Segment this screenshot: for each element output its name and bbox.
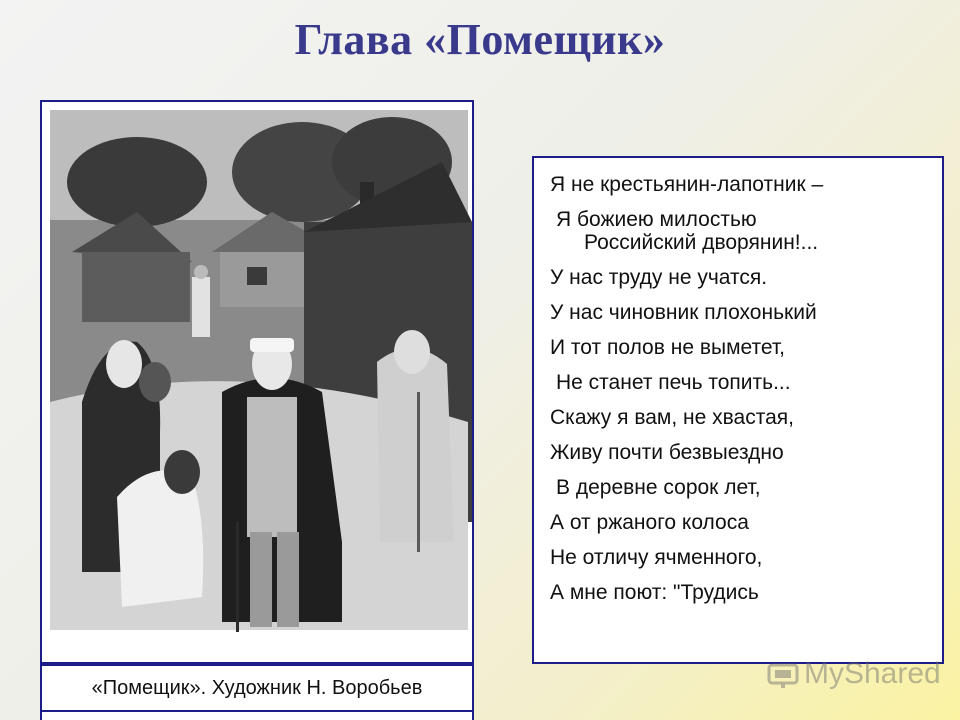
poem-line: Российский дворянин!... <box>584 231 819 254</box>
poem-line: У нас труду не учатся. <box>550 266 768 289</box>
poem-line: У нас чиновник плохонький <box>550 301 817 324</box>
poem-line: А мне поют: "Трудись <box>550 581 759 604</box>
poem-line: Скажу я вам, не хвастая, <box>550 406 795 429</box>
poem-line: Я не крестьянин-лапотник – <box>550 173 824 196</box>
illustration-image <box>40 100 474 664</box>
poem-line: И тот полов не выметет, <box>550 336 785 359</box>
poem-line: Я божиею милостью <box>556 208 757 231</box>
slide-title: Глава «Помещик» <box>294 15 666 64</box>
poem-line: Живу почти безвыездно <box>550 441 784 464</box>
poem-line: А от ржаного колоса <box>550 511 749 534</box>
watermark-logo <box>766 652 941 696</box>
poem-text-box <box>532 156 944 664</box>
poem-line: Не станет печь топить... <box>556 371 791 394</box>
projector-icon <box>766 657 800 691</box>
poem-line: В деревне сорок лет, <box>556 476 761 499</box>
illustration-caption: «Помещик». Художник Н. Воробьев <box>40 664 474 712</box>
caption-frame-strip <box>40 712 474 720</box>
poem-line: Не отличу ячменного, <box>550 546 763 569</box>
watermark-text: MyShared <box>804 657 941 690</box>
